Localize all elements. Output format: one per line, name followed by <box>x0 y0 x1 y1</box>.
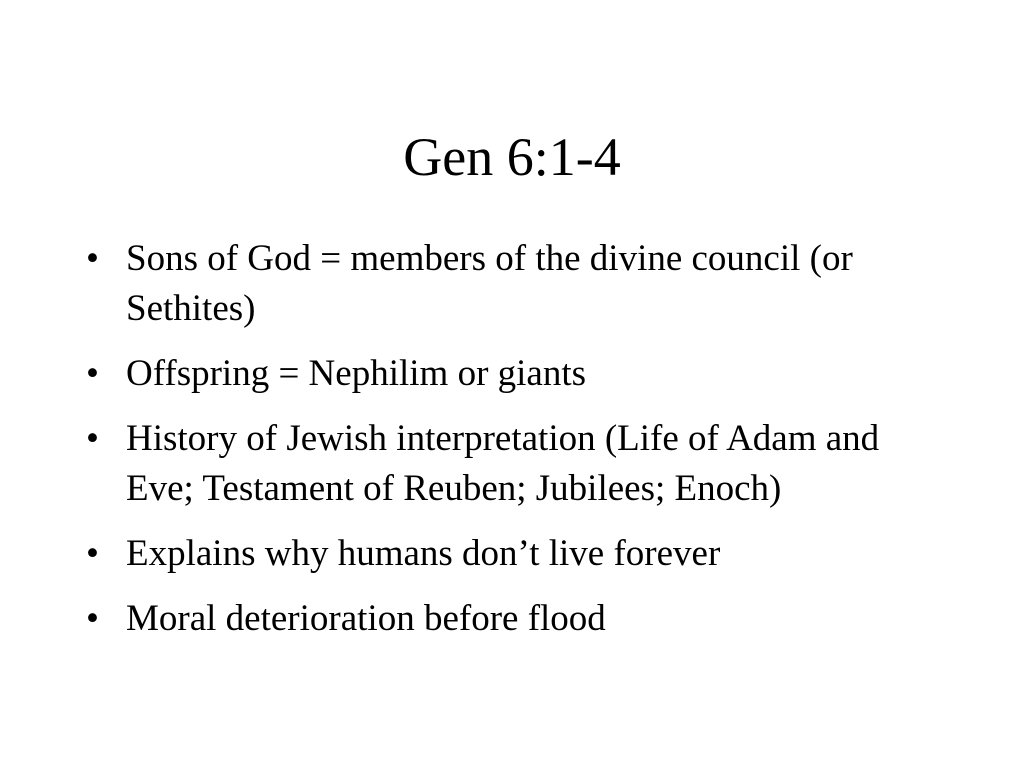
slide-title: Gen 6:1-4 <box>403 127 621 187</box>
bullet-item <box>86 349 916 399</box>
bullet-text: History of Jewish interpretation (Life of Adam and Eve; Testament of Reuben; Jubilees; Enoch) <box>126 418 880 509</box>
bullet-text: Explains why humans don’t live forever <box>126 533 721 574</box>
bullet-dot-icon: • <box>86 533 99 574</box>
bullet-dot-icon: • <box>86 598 99 639</box>
bullet-item <box>86 529 916 579</box>
bullet-item <box>86 234 916 334</box>
bullet-item <box>86 594 916 644</box>
bullet-text: Sons of God = members of the divine council (or Sethites) <box>126 238 853 329</box>
bullet-text: Moral deterioration before flood <box>126 598 606 639</box>
bullet-dot-icon: • <box>86 418 99 459</box>
bullet-dot-icon: • <box>86 238 99 279</box>
bullet-list <box>86 234 916 659</box>
bullet-dot-icon: • <box>86 353 99 394</box>
bullet-item <box>86 414 916 514</box>
bullet-text: Offspring = Nephilim or giants <box>126 353 587 394</box>
